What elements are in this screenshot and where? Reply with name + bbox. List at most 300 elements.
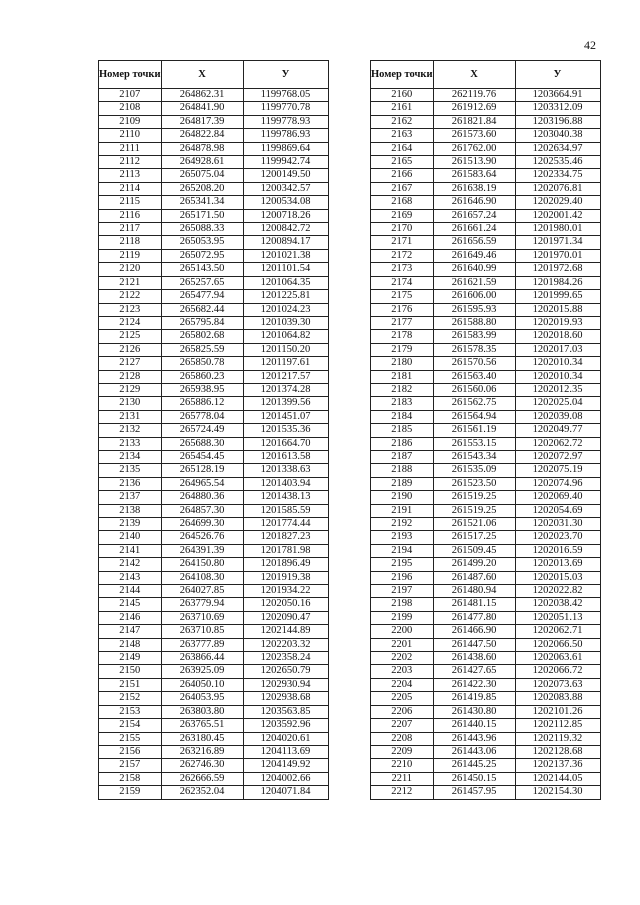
- table-row: [371, 504, 601, 517]
- x-cell: 264878.98: [161, 142, 243, 155]
- table-row: [99, 719, 329, 732]
- table-row: [99, 330, 329, 343]
- x-cell: 264108.30: [161, 571, 243, 584]
- x-cell: 263779.94: [161, 598, 243, 611]
- table-row: [99, 585, 329, 598]
- point-number-cell: 2211: [371, 772, 434, 785]
- y-cell: 1201971.34: [515, 236, 600, 249]
- point-number-cell: 2203: [371, 665, 434, 678]
- table-row: [371, 491, 601, 504]
- x-cell: 261481.15: [433, 598, 515, 611]
- y-cell: 1202083.88: [515, 692, 600, 705]
- x-cell: 263866.44: [161, 652, 243, 665]
- table-row: [371, 518, 601, 531]
- y-cell: 1203312.09: [515, 102, 600, 115]
- point-number-cell: 2139: [99, 518, 162, 531]
- point-number-cell: 2108: [99, 102, 162, 115]
- x-cell: 261430.80: [433, 705, 515, 718]
- point-number-cell: 2141: [99, 544, 162, 557]
- x-cell: 261443.96: [433, 732, 515, 745]
- point-number-cell: 2116: [99, 209, 162, 222]
- x-cell: 262746.30: [161, 759, 243, 772]
- table-row: [371, 477, 601, 490]
- table-body-right: [371, 89, 601, 800]
- y-cell: 1202076.81: [515, 182, 600, 195]
- x-cell: 261646.90: [433, 196, 515, 209]
- point-number-cell: 2138: [99, 504, 162, 517]
- point-number-cell: 2187: [371, 450, 434, 463]
- x-cell: 261595.93: [433, 303, 515, 316]
- table-row: [371, 236, 601, 249]
- table-row: [371, 786, 601, 799]
- x-cell: 261521.06: [433, 518, 515, 531]
- y-cell: 1202013.69: [515, 558, 600, 571]
- point-number-cell: 2172: [371, 249, 434, 262]
- table-row: [371, 544, 601, 557]
- table-row: [99, 772, 329, 785]
- table-row: [99, 209, 329, 222]
- point-number-cell: 2199: [371, 611, 434, 624]
- y-cell: 1201064.35: [243, 276, 328, 289]
- table-row: [99, 598, 329, 611]
- table-row: [99, 638, 329, 651]
- x-cell: 261638.19: [433, 182, 515, 195]
- table-row: [99, 357, 329, 370]
- x-cell: 265802.68: [161, 330, 243, 343]
- y-cell: 1200149.50: [243, 169, 328, 182]
- page-number: 42: [584, 38, 596, 52]
- x-cell: 264928.61: [161, 156, 243, 169]
- point-number-cell: 2136: [99, 477, 162, 490]
- y-cell: 1200842.72: [243, 223, 328, 236]
- header-point-number: Номер точки: [371, 61, 434, 89]
- table-row: [371, 196, 601, 209]
- table-row: [371, 571, 601, 584]
- table-row: [371, 276, 601, 289]
- x-cell: 264822.84: [161, 129, 243, 142]
- table-row: [371, 531, 601, 544]
- y-cell: 1202203.32: [243, 638, 328, 651]
- point-number-cell: 2200: [371, 625, 434, 638]
- table-row: [371, 745, 601, 758]
- point-number-cell: 2146: [99, 611, 162, 624]
- table-row: [371, 410, 601, 423]
- x-cell: 265778.04: [161, 410, 243, 423]
- point-number-cell: 2192: [371, 518, 434, 531]
- point-number-cell: 2173: [371, 263, 434, 276]
- point-number-cell: 2210: [371, 759, 434, 772]
- table-row: [99, 437, 329, 450]
- y-cell: 1202938.68: [243, 692, 328, 705]
- table-row: [99, 290, 329, 303]
- y-cell: 1201101.54: [243, 263, 328, 276]
- point-number-cell: 2176: [371, 303, 434, 316]
- table-row: [371, 129, 601, 142]
- y-cell: 1202930.94: [243, 678, 328, 691]
- point-number-cell: 2171: [371, 236, 434, 249]
- y-cell: 1202066.72: [515, 665, 600, 678]
- point-number-cell: 2134: [99, 450, 162, 463]
- table-row: [99, 692, 329, 705]
- point-number-cell: 2190: [371, 491, 434, 504]
- y-cell: 1201972.68: [515, 263, 600, 276]
- y-cell: 1202049.77: [515, 424, 600, 437]
- x-cell: 261447.50: [433, 638, 515, 651]
- table-row: [371, 705, 601, 718]
- x-cell: 261443.06: [433, 745, 515, 758]
- point-number-cell: 2113: [99, 169, 162, 182]
- table-row: [99, 303, 329, 316]
- y-cell: 1202634.97: [515, 142, 600, 155]
- point-number-cell: 2144: [99, 585, 162, 598]
- point-number-cell: 2205: [371, 692, 434, 705]
- table-row: [371, 343, 601, 356]
- x-cell: 264150.80: [161, 558, 243, 571]
- x-cell: 264965.54: [161, 477, 243, 490]
- point-number-cell: 2163: [371, 129, 434, 142]
- y-cell: 1202062.71: [515, 625, 600, 638]
- x-cell: 264841.90: [161, 102, 243, 115]
- y-cell: 1202015.03: [515, 571, 600, 584]
- point-number-cell: 2195: [371, 558, 434, 571]
- point-number-cell: 2204: [371, 678, 434, 691]
- y-cell: 1202012.35: [515, 383, 600, 396]
- y-cell: 1202128.68: [515, 745, 600, 758]
- point-number-cell: 2165: [371, 156, 434, 169]
- table-row: [99, 544, 329, 557]
- point-number-cell: 2177: [371, 316, 434, 329]
- y-cell: 1202015.88: [515, 303, 600, 316]
- table-row: [371, 169, 601, 182]
- x-cell: 265053.95: [161, 236, 243, 249]
- point-number-cell: 2181: [371, 370, 434, 383]
- point-number-cell: 2154: [99, 719, 162, 732]
- y-cell: 1201896.49: [243, 558, 328, 571]
- point-number-cell: 2212: [371, 786, 434, 799]
- table-row: [371, 370, 601, 383]
- table-row: [371, 625, 601, 638]
- y-cell: 1202017.03: [515, 343, 600, 356]
- table-row: [371, 652, 601, 665]
- point-number-cell: 2174: [371, 276, 434, 289]
- point-number-cell: 2169: [371, 209, 434, 222]
- point-number-cell: 2186: [371, 437, 434, 450]
- y-cell: 1202054.69: [515, 504, 600, 517]
- table-row: [99, 156, 329, 169]
- point-number-cell: 2135: [99, 464, 162, 477]
- point-number-cell: 2114: [99, 182, 162, 195]
- x-cell: 261564.94: [433, 410, 515, 423]
- x-cell: 264862.31: [161, 89, 243, 102]
- y-cell: 1201664.70: [243, 437, 328, 450]
- table-row: [99, 383, 329, 396]
- y-cell: 1202023.70: [515, 531, 600, 544]
- x-cell: 265850.78: [161, 357, 243, 370]
- x-cell: 261427.65: [433, 665, 515, 678]
- x-cell: 261588.80: [433, 316, 515, 329]
- point-number-cell: 2110: [99, 129, 162, 142]
- y-cell: 1201919.38: [243, 571, 328, 584]
- table-row: [371, 316, 601, 329]
- y-cell: 1204071.84: [243, 786, 328, 799]
- y-cell: 1199786.93: [243, 129, 328, 142]
- y-cell: 1204113.69: [243, 745, 328, 758]
- x-cell: 265886.12: [161, 397, 243, 410]
- y-cell: 1202154.30: [515, 786, 600, 799]
- x-cell: 263765.51: [161, 719, 243, 732]
- x-cell: 264526.76: [161, 531, 243, 544]
- y-cell: 1202062.72: [515, 437, 600, 450]
- point-number-cell: 2156: [99, 745, 162, 758]
- x-cell: 264817.39: [161, 115, 243, 128]
- x-cell: 265688.30: [161, 437, 243, 450]
- y-cell: 1201338.63: [243, 464, 328, 477]
- y-cell: 1202051.13: [515, 611, 600, 624]
- point-number-cell: 2150: [99, 665, 162, 678]
- x-cell: 261560.06: [433, 383, 515, 396]
- y-cell: 1201451.07: [243, 410, 328, 423]
- x-cell: 263925.09: [161, 665, 243, 678]
- point-number-cell: 2107: [99, 89, 162, 102]
- table-row: [99, 182, 329, 195]
- point-number-cell: 2201: [371, 638, 434, 651]
- x-cell: 261657.24: [433, 209, 515, 222]
- x-cell: 261573.60: [433, 129, 515, 142]
- point-number-cell: 2170: [371, 223, 434, 236]
- y-cell: 1199778.93: [243, 115, 328, 128]
- point-number-cell: 2183: [371, 397, 434, 410]
- table-row: [99, 169, 329, 182]
- point-number-cell: 2142: [99, 558, 162, 571]
- y-cell: 1199942.74: [243, 156, 328, 169]
- point-number-cell: 2197: [371, 585, 434, 598]
- table-row: [371, 182, 601, 195]
- x-cell: 261535.09: [433, 464, 515, 477]
- table-row: [371, 223, 601, 236]
- y-cell: 1203664.91: [515, 89, 600, 102]
- x-cell: 264050.10: [161, 678, 243, 691]
- y-cell: 1203563.85: [243, 705, 328, 718]
- y-cell: 1204020.61: [243, 732, 328, 745]
- y-cell: 1202063.61: [515, 652, 600, 665]
- table-row: [99, 504, 329, 517]
- point-number-cell: 2196: [371, 571, 434, 584]
- table-row: [99, 652, 329, 665]
- x-cell: 261649.46: [433, 249, 515, 262]
- point-number-cell: 2125: [99, 330, 162, 343]
- point-number-cell: 2155: [99, 732, 162, 745]
- y-cell: 1201064.82: [243, 330, 328, 343]
- table-body-left: [99, 89, 329, 800]
- x-cell: 263180.45: [161, 732, 243, 745]
- x-cell: 264857.30: [161, 504, 243, 517]
- y-cell: 1201999.65: [515, 290, 600, 303]
- x-cell: 262666.59: [161, 772, 243, 785]
- x-cell: 261543.34: [433, 450, 515, 463]
- x-cell: 265477.94: [161, 290, 243, 303]
- y-cell: 1202075.19: [515, 464, 600, 477]
- y-cell: 1201399.56: [243, 397, 328, 410]
- x-cell: 265088.33: [161, 223, 243, 236]
- y-cell: 1201585.59: [243, 504, 328, 517]
- header-x: X: [433, 61, 515, 89]
- x-cell: 265208.20: [161, 182, 243, 195]
- table-row: [99, 316, 329, 329]
- table-row: [371, 585, 601, 598]
- point-number-cell: 2162: [371, 115, 434, 128]
- x-cell: 264027.85: [161, 585, 243, 598]
- y-cell: 1202090.47: [243, 611, 328, 624]
- table-row: [99, 370, 329, 383]
- point-number-cell: 2133: [99, 437, 162, 450]
- y-cell: 1201150.20: [243, 343, 328, 356]
- x-cell: 265860.23: [161, 370, 243, 383]
- table-row: [99, 745, 329, 758]
- table-row: [99, 625, 329, 638]
- point-number-cell: 2120: [99, 263, 162, 276]
- table-row: [371, 772, 601, 785]
- table-row: [371, 209, 601, 222]
- table-row: [99, 424, 329, 437]
- point-number-cell: 2130: [99, 397, 162, 410]
- x-cell: 264391.39: [161, 544, 243, 557]
- point-number-cell: 2157: [99, 759, 162, 772]
- y-cell: 1203196.88: [515, 115, 600, 128]
- x-cell: 261561.19: [433, 424, 515, 437]
- table-row: [371, 249, 601, 262]
- point-number-cell: 2188: [371, 464, 434, 477]
- point-number-cell: 2128: [99, 370, 162, 383]
- point-number-cell: 2167: [371, 182, 434, 195]
- x-cell: 265171.50: [161, 209, 243, 222]
- point-number-cell: 2206: [371, 705, 434, 718]
- table-row: [99, 223, 329, 236]
- table-row: [371, 115, 601, 128]
- x-cell: 261563.40: [433, 370, 515, 383]
- point-number-cell: 2123: [99, 303, 162, 316]
- x-cell: 261523.50: [433, 477, 515, 490]
- point-number-cell: 2208: [371, 732, 434, 745]
- point-number-cell: 2189: [371, 477, 434, 490]
- point-number-cell: 2145: [99, 598, 162, 611]
- table-row: [99, 142, 329, 155]
- point-number-cell: 2152: [99, 692, 162, 705]
- x-cell: 261466.90: [433, 625, 515, 638]
- y-cell: 1201980.01: [515, 223, 600, 236]
- table-row: [99, 236, 329, 249]
- point-number-cell: 2168: [371, 196, 434, 209]
- table-row: [371, 759, 601, 772]
- x-cell: 261553.15: [433, 437, 515, 450]
- x-cell: 261562.75: [433, 397, 515, 410]
- table-row: [99, 518, 329, 531]
- table-row: [371, 692, 601, 705]
- point-number-cell: 2140: [99, 531, 162, 544]
- coordinates-table-right: [370, 60, 601, 800]
- point-number-cell: 2191: [371, 504, 434, 517]
- point-number-cell: 2127: [99, 357, 162, 370]
- x-cell: 263216.89: [161, 745, 243, 758]
- y-cell: 1199770.78: [243, 102, 328, 115]
- table-header-row: [99, 61, 329, 89]
- x-cell: 263710.85: [161, 625, 243, 638]
- table-row: [99, 759, 329, 772]
- point-number-cell: 2178: [371, 330, 434, 343]
- y-cell: 1201438.13: [243, 491, 328, 504]
- x-cell: 265454.45: [161, 450, 243, 463]
- table-row: [99, 611, 329, 624]
- x-cell: 261519.25: [433, 491, 515, 504]
- table-row: [371, 732, 601, 745]
- y-cell: 1199869.64: [243, 142, 328, 155]
- y-cell: 1201403.94: [243, 477, 328, 490]
- x-cell: 265143.50: [161, 263, 243, 276]
- point-number-cell: 2111: [99, 142, 162, 155]
- x-cell: 261661.24: [433, 223, 515, 236]
- y-cell: 1201781.98: [243, 544, 328, 557]
- point-number-cell: 2137: [99, 491, 162, 504]
- y-cell: 1201374.28: [243, 383, 328, 396]
- point-number-cell: 2131: [99, 410, 162, 423]
- y-cell: 1202137.36: [515, 759, 600, 772]
- y-cell: 1202069.40: [515, 491, 600, 504]
- table-row: [371, 424, 601, 437]
- y-cell: 1201774.44: [243, 518, 328, 531]
- y-cell: 1204149.92: [243, 759, 328, 772]
- table-row: [371, 598, 601, 611]
- y-cell: 1200342.57: [243, 182, 328, 195]
- x-cell: 261570.56: [433, 357, 515, 370]
- y-cell: 1202019.93: [515, 316, 600, 329]
- x-cell: 261912.69: [433, 102, 515, 115]
- x-cell: 265682.44: [161, 303, 243, 316]
- point-number-cell: 2180: [371, 357, 434, 370]
- table-row: [371, 383, 601, 396]
- x-cell: 261419.85: [433, 692, 515, 705]
- y-cell: 1202358.24: [243, 652, 328, 665]
- y-cell: 1202031.30: [515, 518, 600, 531]
- table-row: [371, 89, 601, 102]
- y-cell: 1202029.40: [515, 196, 600, 209]
- x-cell: 264699.30: [161, 518, 243, 531]
- y-cell: 1204002.66: [243, 772, 328, 785]
- y-cell: 1200718.26: [243, 209, 328, 222]
- x-cell: 264053.95: [161, 692, 243, 705]
- y-cell: 1202010.34: [515, 357, 600, 370]
- point-number-cell: 2132: [99, 424, 162, 437]
- y-cell: 1201827.23: [243, 531, 328, 544]
- x-cell: 265724.49: [161, 424, 243, 437]
- x-cell: 265075.04: [161, 169, 243, 182]
- x-cell: 265938.95: [161, 383, 243, 396]
- y-cell: 1202010.34: [515, 370, 600, 383]
- table-row: [99, 89, 329, 102]
- y-cell: 1201934.22: [243, 585, 328, 598]
- table-row: [371, 102, 601, 115]
- x-cell: 261422.30: [433, 678, 515, 691]
- header-y: У: [243, 61, 328, 89]
- table-header-row: [371, 61, 601, 89]
- x-cell: 261487.60: [433, 571, 515, 584]
- x-cell: 261606.00: [433, 290, 515, 303]
- y-cell: 1202112.85: [515, 719, 600, 732]
- x-cell: 265825.59: [161, 343, 243, 356]
- point-number-cell: 2147: [99, 625, 162, 638]
- point-number-cell: 2175: [371, 290, 434, 303]
- table-row: [371, 558, 601, 571]
- y-cell: 1201984.26: [515, 276, 600, 289]
- table-row: [99, 129, 329, 142]
